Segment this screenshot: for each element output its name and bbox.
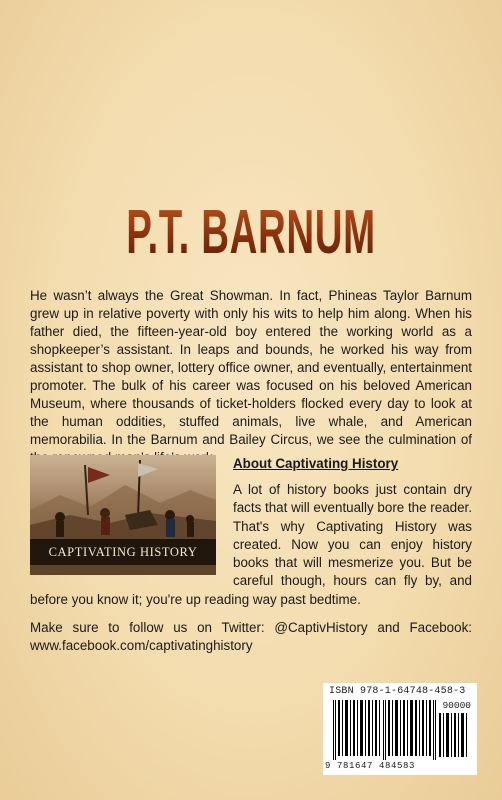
barcode-bars bbox=[333, 700, 443, 760]
isbn-number: ISBN 978-1-64748-458-3 bbox=[329, 686, 466, 697]
about-text-block bbox=[30, 481, 472, 609]
price-code: 90000 bbox=[442, 700, 471, 711]
about-heading: About Captivating History bbox=[233, 456, 399, 471]
follow-social-text: Make sure to follow us on Twitter: @CaptivHistory and Facebook: www.facebook.com/captivatinghistory bbox=[30, 620, 472, 653]
about-text: A lot of history books just contain dry facts that will eventually bore the reader. That's why Captivating History was created. Now you can enjoy history books that will mesmerize you. But be careful though, hours can fly by, and before you know it; you're up reading way past bedtime. bbox=[30, 482, 472, 607]
book-description: He wasn’t always the Great Showman. In fact, Phineas Taylor Barnum grew up in relative poverty with only his wits to help him along. When his father died, the fifteen-year-old boy entered the working world as a shopkeeper’s assistant. In leaps and bounds, he worked his way from assistant to shop owner, lottery office owner, and eventually, entertainment promoter. The bulk of his career was focused on his beloved American Museum, where thousands of ticket-holders flocked every day to look at the human oddities, stuffed animals, live whale, and American memorabilia. In the Barnum and Bailey Circus, we see the culmination of bbox=[30, 288, 472, 447]
brand-banner-label: CAPTIVATING HISTORY bbox=[48, 544, 198, 559]
price-barcode-bars bbox=[439, 713, 469, 757]
barcode-digits: 9 781647 484583 bbox=[325, 761, 416, 771]
book-title: P.T. BARNUM bbox=[95, 202, 406, 264]
isbn-barcode bbox=[323, 683, 477, 775]
